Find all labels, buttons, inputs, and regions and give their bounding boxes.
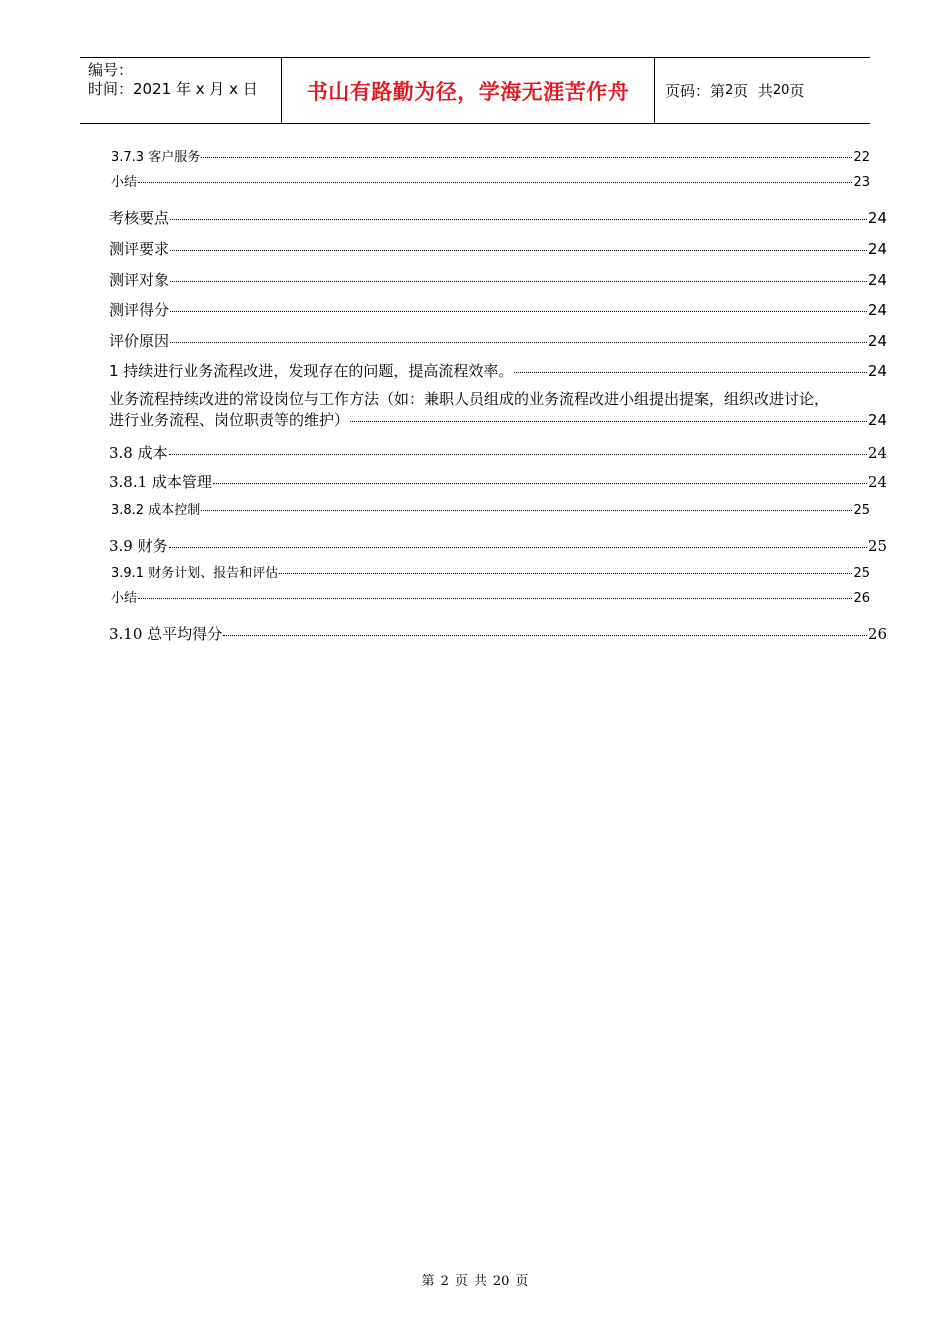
footer-di: 第: [421, 1274, 435, 1289]
document-number-label: 编号：: [88, 61, 134, 79]
toc-entry-label: 3.8 成本: [109, 444, 168, 462]
toc-entry-page: 25: [853, 503, 870, 518]
toc-leader: [170, 250, 867, 251]
toc-entry[interactable]: [109, 269, 887, 290]
toc-leader: [223, 635, 867, 636]
header-motto: 书山有路勤为径，学海无涯苦作舟: [282, 58, 655, 123]
page-mid: 页 共: [733, 82, 773, 100]
toc-entry[interactable]: [109, 535, 887, 556]
toc-entry[interactable]: [111, 587, 870, 606]
toc-entry-label-line2: 进行业务流程、岗位职责等的维护）: [109, 411, 350, 429]
toc-leader: [201, 157, 852, 158]
toc-entry[interactable]: [109, 623, 887, 644]
toc-entry-label: 3.10 总平均得分: [109, 625, 223, 643]
toc-entry[interactable]: [111, 171, 870, 190]
toc-leader: [138, 182, 852, 183]
toc-entry[interactable]: [109, 442, 887, 463]
toc-entry-label-line1: 业务流程持续改进的常设岗位与工作方法（如：兼职人员组成的业务流程改进小组提出提案，组织改进讨论，: [109, 390, 830, 408]
toc-leader: [279, 573, 852, 574]
toc-leader: [138, 598, 852, 599]
toc-entry-page: 24: [867, 301, 887, 319]
toc-leader: [170, 342, 867, 343]
toc-entry-page: 26: [867, 625, 887, 643]
toc-entry-label: 评价原因: [109, 332, 170, 350]
toc-leader: [170, 281, 867, 282]
toc-entry-label: 测评对象: [109, 271, 170, 289]
toc-entry-label: 3.9 财务: [109, 537, 168, 555]
page-total: 20: [772, 83, 790, 98]
footer-total-pages: 20: [492, 1274, 510, 1289]
toc-leader: [350, 421, 867, 422]
toc-entry-label: 小结: [111, 591, 138, 606]
toc-entry-page: 25: [853, 566, 870, 581]
toc-entry[interactable]: [109, 389, 887, 431]
toc-entry-label: 3.9.1 财务计划、报告和评估: [111, 566, 279, 581]
toc-entry-page: 24: [867, 271, 887, 289]
toc-entry[interactable]: [111, 562, 870, 581]
page-suffix: 页: [789, 82, 805, 100]
toc-entry-page: 24: [867, 444, 887, 462]
toc-leader: [201, 510, 852, 511]
toc-leader: [169, 547, 867, 548]
toc-entry[interactable]: [109, 360, 887, 381]
toc-entry[interactable]: [111, 499, 870, 518]
footer-current-page: 2: [440, 1274, 449, 1289]
toc-leader: [170, 311, 867, 312]
toc-entry[interactable]: [109, 330, 887, 351]
toc-entry-page: 24: [867, 473, 887, 491]
toc-entry[interactable]: [109, 238, 887, 259]
page-footer: [0, 1270, 950, 1289]
toc-entry[interactable]: [109, 299, 887, 320]
toc-entry-label: 测评得分: [109, 301, 170, 319]
footer-ye: 页: [454, 1274, 468, 1289]
toc-entry-page: 24: [867, 411, 887, 429]
toc-entry-page: 24: [867, 332, 887, 350]
toc-leader: [169, 454, 867, 455]
toc-entry-label: 3.8.1 成本管理: [109, 473, 212, 491]
toc-entry-page: 25: [867, 537, 887, 555]
toc-entry-label: 考核要点: [109, 209, 170, 227]
toc-entry-label: 1 持续进行业务流程改进，发现存在的问题，提高流程效率。: [109, 362, 514, 380]
page-current: 2: [725, 83, 734, 98]
toc-entry-label: 小结: [111, 175, 138, 190]
document-date: 时间：2021 年 x 月 x 日: [88, 80, 258, 98]
toc-entry-page: 23: [853, 175, 870, 190]
toc-entry-page: 24: [867, 240, 887, 258]
toc-entry-page: 26: [853, 591, 870, 606]
toc-entry-label: 测评要求: [109, 240, 170, 258]
footer-gong: 共: [473, 1274, 487, 1289]
toc-entry-page: 24: [867, 362, 887, 380]
page-prefix: 页码：第: [665, 82, 726, 100]
toc-entry[interactable]: [109, 207, 887, 228]
toc-entry[interactable]: [109, 471, 887, 492]
toc-entry-label: 3.7.3 客户服务: [111, 150, 201, 165]
toc-leader: [213, 483, 867, 484]
toc-entry-page: 24: [867, 209, 887, 227]
footer-ye: 页: [515, 1274, 529, 1289]
toc-entry-page: 22: [853, 150, 870, 165]
toc-entry-label: 3.8.2 成本控制: [111, 503, 201, 518]
toc-leader: [170, 219, 867, 220]
toc-leader: [514, 372, 867, 373]
toc-entry[interactable]: [111, 146, 870, 165]
